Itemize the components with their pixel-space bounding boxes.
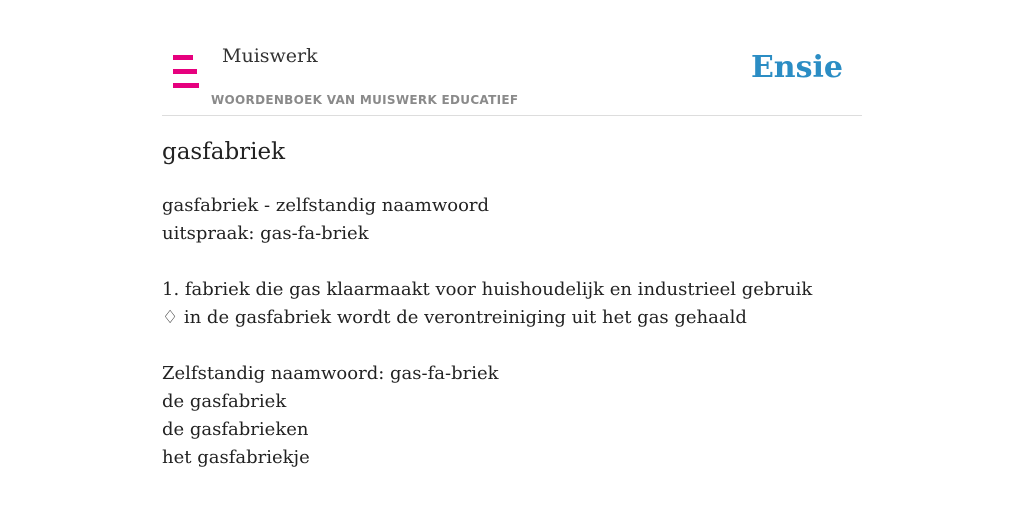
entry-line [162,248,862,276]
site-header [162,0,862,116]
entry-body [162,192,862,472]
dictionary-page [162,0,862,512]
entry-line: Zelfstandig naamwoord: gas-fa-briek [162,363,499,384]
entry-line: ♢ in de gasfabriek wordt de verontreiniging uit het gas gehaald [162,307,747,328]
entry-line: de gasfabriek [162,391,287,412]
entry-line: uitspraak: gas-fa-briek [162,223,369,244]
entry-line [162,332,862,360]
entry-line: gasfabriek - zelfstandig naamwoord [162,195,490,216]
brand-name[interactable]: Muiswerk [222,45,318,67]
entry-line: de gasfabrieken [162,419,309,440]
page-title: gasfabriek [162,139,286,165]
entry-line: het gasfabriekje [162,447,310,468]
entry-line: 1. fabriek die gas klaarmaakt voor huishoudelijk en industrieel gebruik [162,279,813,300]
ensie-link[interactable]: Ensie [750,50,843,85]
muiswerk-e-logo-icon[interactable] [173,55,199,88]
dictionary-subtitle: WOORDENBOEK VAN MUISWERK EDUCATIEF [211,93,519,107]
